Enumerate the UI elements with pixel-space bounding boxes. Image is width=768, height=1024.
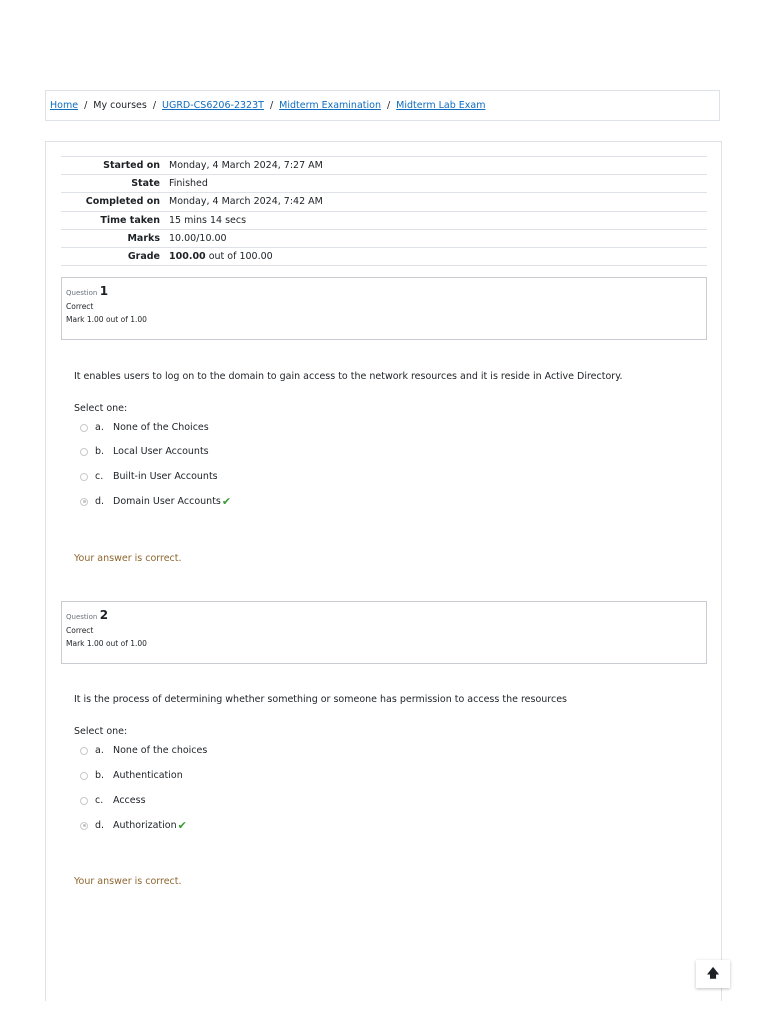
question-label: Question [66, 613, 98, 621]
summary-row-state [61, 175, 707, 193]
question-1-text: It enables users to log on to the domain to gain access to the network resources and it is reside in Active Directory. [74, 371, 623, 382]
question-1-feedback: Your answer is correct. [74, 553, 182, 564]
breadcrumb-separator: / [84, 100, 88, 111]
question-2-text: It is the process of determining whether something or someone has permission to access the resources [74, 694, 567, 705]
summary-label: State [61, 175, 166, 193]
summary-value: Monday, 4 March 2024, 7:27 AM [166, 157, 707, 175]
grade-value: 100.00 [169, 251, 206, 263]
summary-row-completed [61, 193, 707, 211]
breadcrumb-course-link[interactable]: UGRD-CS6206-2323T [162, 100, 264, 111]
radio-button-selected[interactable] [80, 822, 88, 830]
radio-button[interactable] [80, 747, 88, 755]
breadcrumb-activity-link[interactable]: Midterm Lab Exam [396, 100, 486, 111]
radio-button[interactable] [80, 448, 88, 456]
check-icon: ✔ [177, 819, 187, 832]
main-region [45, 141, 722, 1001]
breadcrumb [45, 90, 720, 121]
option-letter: d. [95, 496, 105, 507]
grade-out-of: out of 100.00 [205, 251, 273, 263]
option-letter: c. [95, 795, 104, 806]
option-text: None of the Choices [113, 422, 209, 433]
summary-value [166, 247, 707, 265]
breadcrumb-separator: / [269, 100, 274, 111]
option-letter: a. [95, 745, 104, 756]
radio-button[interactable] [80, 473, 88, 481]
question-1-info [61, 277, 707, 340]
q2-option-b [80, 770, 183, 781]
q1-option-a [80, 422, 209, 433]
option-letter: b. [95, 446, 105, 457]
radio-button-selected[interactable] [80, 498, 88, 506]
q2-option-a [80, 745, 207, 756]
question-mark: Mark 1.00 out of 1.00 [66, 639, 147, 649]
summary-row-marks [61, 229, 707, 247]
radio-button[interactable] [80, 424, 88, 432]
option-text: Local User Accounts [113, 446, 209, 457]
option-letter: a. [95, 422, 104, 433]
question-mark: Mark 1.00 out of 1.00 [66, 315, 147, 325]
attempt-summary-table [61, 156, 707, 266]
summary-label: Completed on [61, 193, 166, 211]
option-text: Access [113, 795, 146, 806]
breadcrumb-home-link[interactable]: Home [50, 100, 79, 111]
radio-button[interactable] [80, 797, 88, 805]
breadcrumb-separator: / [386, 100, 391, 111]
q1-option-d [80, 495, 231, 508]
summary-value: Finished [166, 175, 707, 193]
option-text: None of the choices [113, 745, 208, 756]
option-text: Authentication [113, 770, 183, 781]
select-one-label: Select one: [74, 403, 128, 414]
question-number: 2 [99, 608, 109, 622]
q2-option-c [80, 795, 146, 806]
summary-value: Monday, 4 March 2024, 7:42 AM [166, 193, 707, 211]
question-number: 1 [99, 284, 109, 298]
option-text: Authorization [113, 820, 177, 831]
question-2-feedback: Your answer is correct. [74, 876, 182, 887]
question-label: Question [66, 289, 98, 297]
q1-option-b [80, 446, 209, 457]
summary-label: Time taken [61, 211, 166, 229]
select-one-label: Select one: [74, 726, 128, 737]
summary-row-time-taken [61, 211, 707, 229]
check-icon: ✔ [221, 495, 232, 508]
breadcrumb-separator: / [152, 100, 157, 111]
summary-value: 10.00/10.00 [166, 229, 707, 247]
option-letter: c. [95, 471, 104, 482]
summary-label: Grade [61, 247, 166, 265]
option-text: Domain User Accounts [113, 496, 221, 507]
summary-label: Started on [61, 157, 166, 175]
question-status: Correct [66, 626, 94, 636]
question-status: Correct [66, 302, 94, 312]
summary-label: Marks [61, 229, 166, 247]
q2-option-d [80, 819, 187, 832]
breadcrumb-section-link[interactable]: Midterm Examination [279, 100, 381, 111]
summary-row-grade [61, 247, 707, 265]
breadcrumb-my-courses: My courses [93, 100, 147, 111]
q1-option-c [80, 471, 218, 482]
summary-row-started [61, 157, 707, 175]
arrow-up-icon: 🡅 [706, 965, 720, 980]
question-2-info [61, 601, 707, 664]
back-to-top-button[interactable] [696, 960, 730, 988]
option-letter: b. [95, 770, 105, 781]
summary-value: 15 mins 14 secs [166, 211, 707, 229]
option-letter: d. [95, 820, 105, 831]
option-text: Built-in User Accounts [113, 471, 218, 482]
radio-button[interactable] [80, 772, 88, 780]
